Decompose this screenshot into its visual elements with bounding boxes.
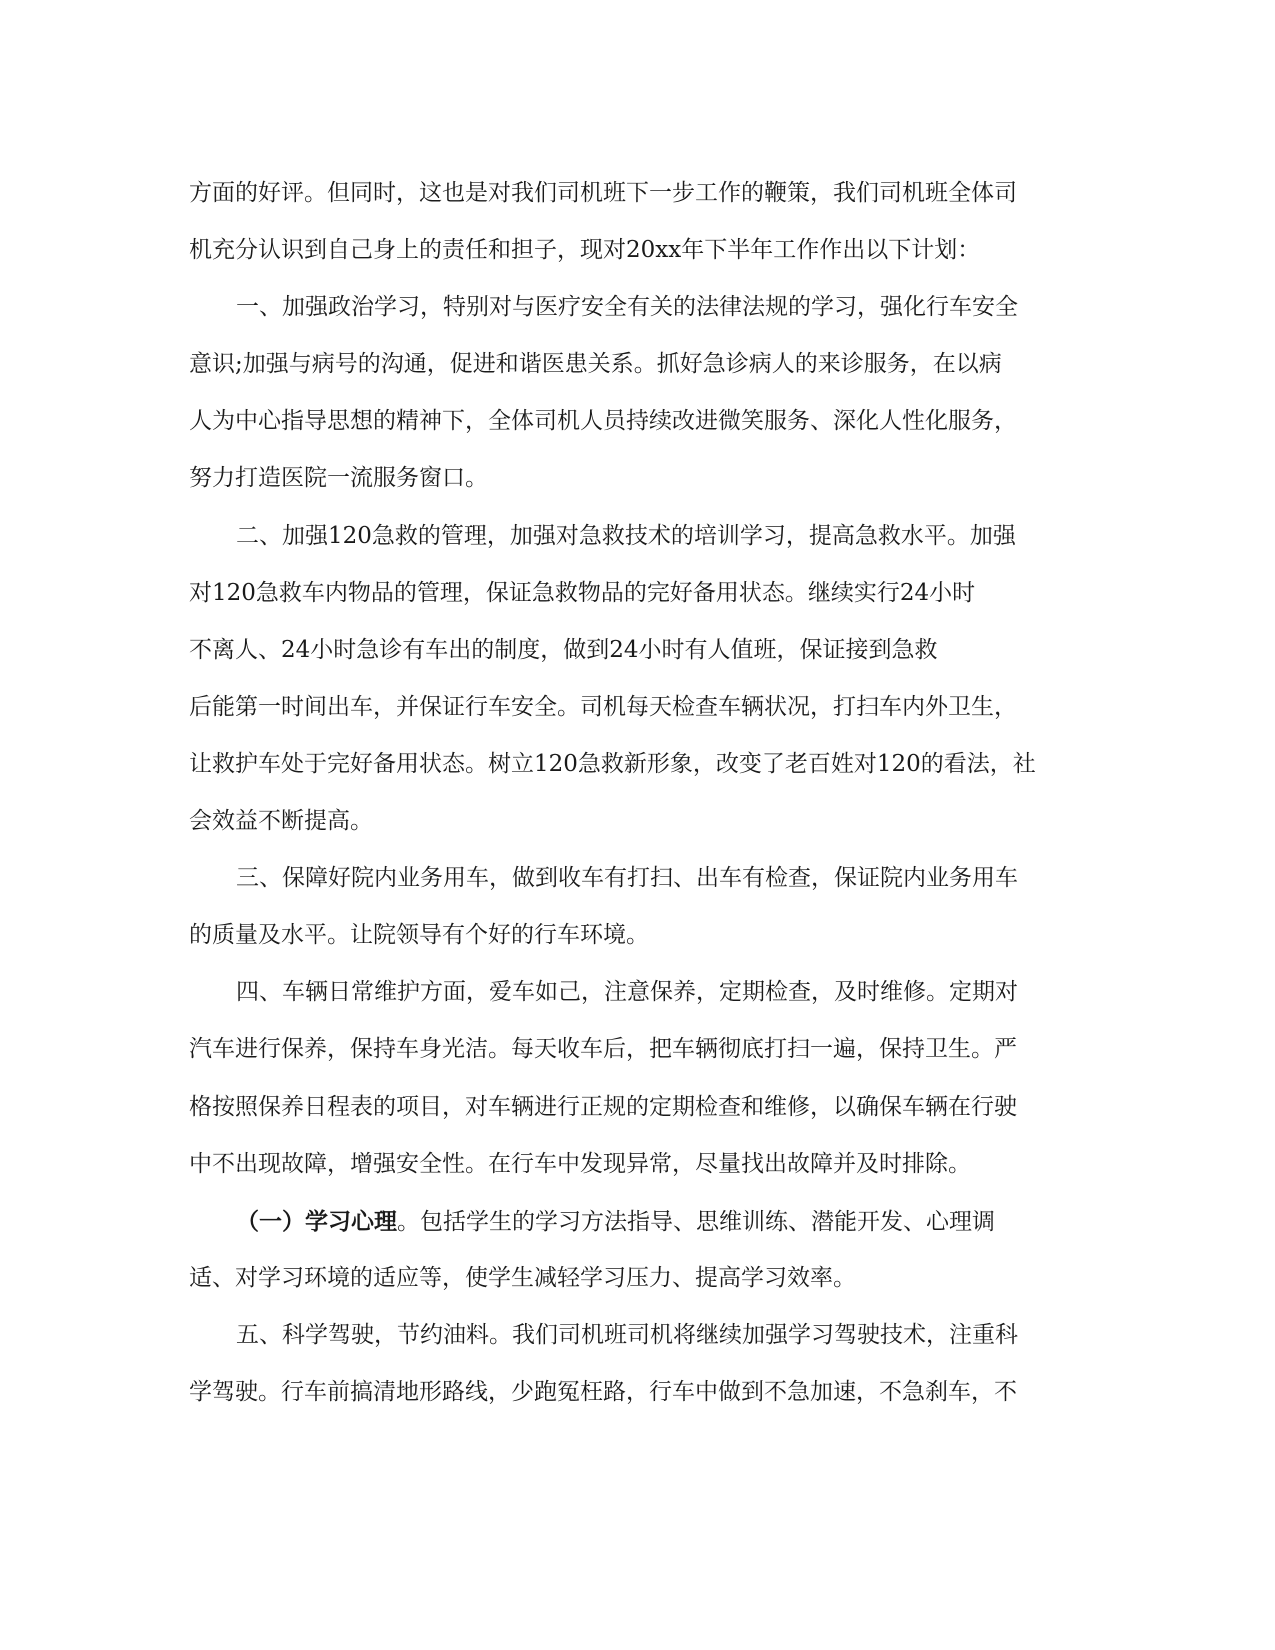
text-line: 让救护车处于完好备用状态。树立120急救新形象，改变了老百姓对120的看法，社: [189, 750, 1036, 777]
text-line: 对120急救车内物品的管理，保证急救物品的完好备用状态。继续实行24小时: [189, 579, 976, 606]
text-line: 不离人、24小时急诊有车出的制度，做到24小时有人值班，保证接到急救: [189, 636, 938, 663]
study-heading-bold: （一）学习心理: [236, 1207, 397, 1235]
text-line: 汽车进行保养，保持车身光洁。每天收车后，把车辆彻底打扫一遍，保持卫生。严: [189, 1036, 1017, 1063]
text-line: 人为中心指导思想的精神下，全体司机人员持续改进微笑服务、深化人性化服务，: [189, 408, 1017, 435]
paragraph-start-line: 二、加强120急救的管理，加强对急救技术的培训学习，提高急救水平。加强: [236, 522, 1016, 549]
text-line: 意识;加强与病号的沟通，促进和谐医患关系。抓好急诊病人的来诊服务，在以病: [189, 351, 1002, 378]
paragraph-start-line: 三、保障好院内业务用车，做到收车有打扫、出车有检查，保证院内业务用车: [236, 865, 1018, 892]
text-line: 的质量及水平。让院领导有个好的行车环境。: [189, 922, 649, 949]
study-heading-line: [189, 1193, 1089, 1250]
text-line: 格按照保养日程表的项目，对车辆进行正规的定期检查和维修，以确保车辆在行驶: [189, 1093, 1017, 1120]
text-line: 方面的好评。但同时，这也是对我们司机班下一步工作的鞭策，我们司机班全体司: [189, 180, 1017, 206]
study-heading-rest: 。包括学生的学习方法指导、思维训练、潜能开发、心理调: [397, 1208, 995, 1235]
text-line: 适、对学习环境的适应等，使学生减轻学习压力、提高学习效率。: [189, 1264, 856, 1291]
text-line: 会效益不断提高。: [189, 808, 373, 835]
paragraph-start-line: 四、车辆日常维护方面，爱车如己，注意保养，定期检查，及时维修。定期对: [236, 979, 1018, 1006]
text-line: 后能第一时间出车，并保证行车安全。司机每天检查车辆状况，打扫车内外卫生，: [189, 693, 1017, 720]
document-body: [189, 165, 1089, 1421]
paragraph-start-line: 五、科学驾驶，节约油料。我们司机班司机将继续加强学习驾驶技术，注重科: [236, 1321, 1018, 1348]
paragraph-start-line: 一、加强政治学习，特别对与医疗安全有关的法律法规的学习，强化行车安全: [236, 294, 1018, 321]
text-line: 学驾驶。行车前搞清地形路线，少跑冤枉路，行车中做到不急加速，不急刹车，不: [189, 1378, 1017, 1405]
text-line: 中不出现故障，增强安全性。在行车中发现异常，尽量找出故障并及时排除。: [189, 1150, 971, 1177]
text-line: 机充分认识到自己身上的责任和担子，现对20xx年下半年工作作出以下计划：: [189, 237, 981, 264]
text-line: 努力打造医院一流服务窗口。: [189, 465, 488, 492]
